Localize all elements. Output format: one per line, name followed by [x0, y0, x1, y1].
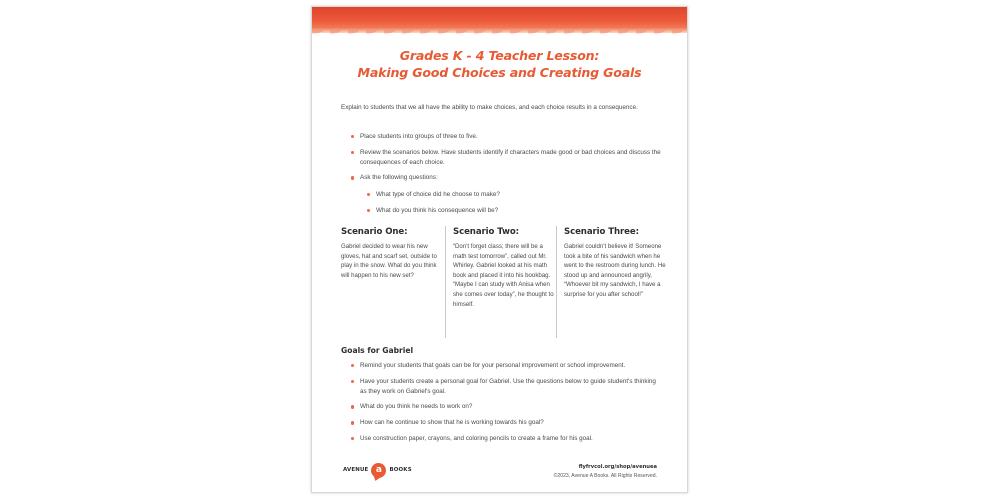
intro-paragraph: Explain to students that we all have the ability to make choices, and each choice results in a consequence. [341, 104, 638, 111]
goals-heading: Goals for Gabriel [341, 346, 414, 355]
logo-word-right: BOOKS [389, 467, 412, 473]
decorative-header-band [312, 7, 687, 33]
page-title-line2: Making Good Choices and Creating Goals [357, 65, 642, 80]
scenario-title: Scenario One: [341, 227, 408, 237]
scenario-text: “Don't forget class; there will be a math test tomorrow”, called out Mr. Whirley. Gabriel looked at his math book and placed it into his bookbag. “Maybe I can study with Anisa when she comes over today”, he thought to himself. [453, 243, 554, 308]
list-item: Place students into groups of three to five. [351, 132, 661, 142]
logo-word-left: AVENUE [343, 467, 369, 473]
list-item: Have your students create a personal goal for Gabriel. Use the questions below to guide student's thinking as they work on Gabriel's goal. [351, 377, 661, 397]
scenario-one [341, 227, 443, 280]
list-item: Ask the following questions: [351, 173, 661, 183]
questions-list [367, 190, 647, 222]
scenario-three [564, 227, 666, 300]
logo-badge-icon [371, 463, 386, 478]
scenario-text: Gabriel couldn't believe it! Someone took a bite of his sandwich when he went to the restroom during lunch. He stood up and announced angrily, “Whoever bit my sandwich, I have a surprise for you after school!” [564, 243, 666, 298]
worksheet-page [311, 6, 688, 493]
logo-letter: a [375, 464, 382, 475]
scenario-two [453, 227, 555, 309]
steps-list [351, 132, 661, 189]
list-item: What do you think he needs to work on? [351, 402, 661, 412]
column-divider [556, 226, 557, 338]
scenario-title: Scenario Two: [453, 227, 520, 237]
list-item: Use construction paper, crayons, and coloring pencils to create a frame for his goal. [351, 434, 661, 444]
list-item: How can he continue to show that he is working towards his goal? [351, 418, 661, 428]
scenario-text: Gabriel decided to wear his new gloves, hat and scarf set, outside to play in the snow. What do you think will happen to his new set? [341, 243, 437, 279]
column-divider [445, 226, 446, 338]
footer-url[interactable]: flyfrvcol.org/shop/avenuea [578, 464, 657, 470]
goals-list [351, 361, 661, 450]
list-item: Review the scenarios below. Have students identify if characters made good or bad choices and discuss the consequences of each choice. [351, 148, 661, 168]
list-item: What do you think his consequence will be? [367, 206, 647, 216]
list-item: Remind your students that goals can be for your personal improvement or school improvement. [351, 361, 661, 371]
publisher-logo [343, 462, 412, 478]
list-item: What type of choice did he choose to make? [367, 190, 647, 200]
scenario-title: Scenario Three: [564, 227, 639, 237]
footer-info [554, 464, 657, 479]
footer-copyright: ©2023, Avenue A Books. All Rights Reserved. [553, 473, 657, 479]
page-title-line1: Grades K - 4 Teacher Lesson: [399, 48, 600, 63]
